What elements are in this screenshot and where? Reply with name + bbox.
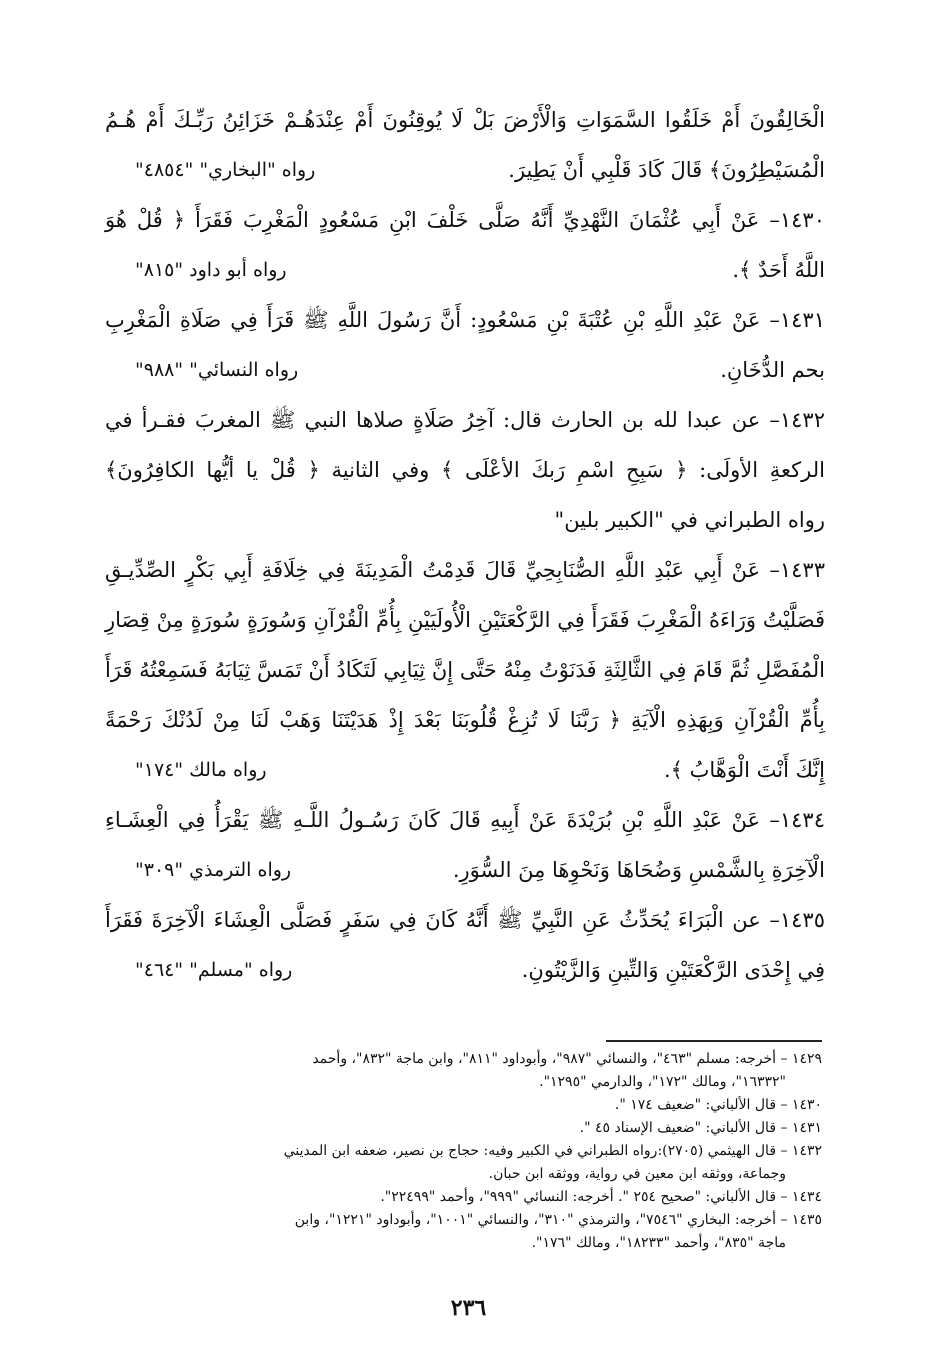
footnote-line: ١٤٣٠ – قال الألباني: "ضعيف ١٧٤ ". bbox=[614, 1097, 822, 1113]
source-citation: رواه أبو داود "٨١٥" bbox=[135, 259, 287, 281]
text-line bbox=[105, 145, 825, 195]
footnote-line: وجماعة، ووثقه ابن معين في رواية، ووثقه ابن حبان. bbox=[488, 1166, 786, 1182]
text-line bbox=[105, 245, 825, 295]
source-citation: رواه الترمذي "٣٠٩" bbox=[135, 859, 292, 881]
source-citation: رواه النسائي" "٩٨٨" bbox=[135, 359, 299, 381]
text-line bbox=[105, 445, 825, 495]
footnotes-block bbox=[110, 1048, 822, 1255]
line-text: الْمُسَيْطِرُونَ﴾ قَالَ كَادَ قَلْبِي أَنْ يَطِيرَ. bbox=[508, 158, 825, 182]
line-text: فِي إِحْدَى الرَّكْعَتَيْنِ وَالتِّينِ وَالزَّيْتُونِ. bbox=[521, 958, 825, 982]
text-line bbox=[105, 795, 825, 845]
text-line bbox=[105, 195, 825, 245]
text-line bbox=[105, 595, 825, 645]
footnote-line: ١٤٢٩ – أخرجه: مسلم "٤٦٣"، والنسائي "٩٨٧"، وأبوداود "٨١١"، وابن ماجة "٨٣٢"، وأحمد bbox=[312, 1051, 822, 1067]
line-text: اللَّهُ أَحَدٌ ﴾. bbox=[732, 258, 825, 282]
text-line bbox=[105, 395, 825, 445]
text-line bbox=[105, 645, 825, 695]
line-text: فَصَلَّيْتُ وَرَاءَهُ الْمَغْرِبَ فَقَرَأَ فِي الرَّكْعَتَيْنِ الْأُولَيَيْنِ بِأُمِّ الْقُرْآنِ وَسُورَةٍ سُورَةٍ مِنْ قِصَارِ bbox=[105, 608, 825, 632]
line-text: ١٤٣٥– عن الْبَرَاءَ يُحَدِّثُ عَنِ النَّبِيِّ ﷺ أَنَّهُ كَانَ فِي سَفَرٍ فَصَلَّى الْعِشَاءَ الْآخِرَةَ فَقَرَأَ bbox=[105, 908, 825, 932]
text-line bbox=[105, 845, 825, 895]
text-line bbox=[105, 345, 825, 395]
line-text: الْآخِرَةِ بِالشَّمْسِ وَضُحَاهَا وَنَحْوِهَا مِنَ السُّوَرِ. bbox=[452, 858, 825, 882]
footnote-line: "١٦٣٣٢"، ومالك "١٧٢"، والدارمي "١٢٩٥". bbox=[539, 1074, 786, 1090]
text-line bbox=[105, 945, 825, 995]
source-citation: رواه "البخاري" "٤٨٥٤" bbox=[135, 159, 316, 181]
source-citation: رواه مالك "١٧٤" bbox=[135, 759, 267, 781]
text-line bbox=[105, 295, 825, 345]
line-text: ١٤٣٢– عن عبدا لله بن الحارث قال: آخِرُ صَلَاةٍ صلاها النبي ﷺ المغربَ فقـرأ في bbox=[105, 408, 825, 432]
line-text: ١٤٣٣– عَنْ أَبِي عَبْدِ اللَّهِ الصُّنَابِحِيِّ قَالَ قَدِمْتُ الْمَدِينَةَ فِي خِلَافَةِ أَبِي بَكْرٍ الصِّدِّيـقِ bbox=[105, 558, 825, 582]
text-line bbox=[105, 695, 825, 745]
text-line bbox=[105, 895, 825, 945]
text-line bbox=[105, 545, 825, 595]
line-text: الْخَالِقُونَ أَمْ خَلَقُوا السَّمَوَاتِ وَالْأَرْضَ بَلْ لَا يُوقِنُونَ أَمْ عِنْدَهُـمْ خَزَائِنُ رَبِّـكَ أَمْ هُـمُ bbox=[105, 108, 825, 132]
line-text: ١٤٣٠– عَنْ أَبِي عُثْمَانَ النَّهْدِيِّ أَنَّهُ صَلَّى خَلْفَ ابْنِ مَسْعُودٍ الْمَغْرِبَ فَقَرَأَ ﴿ قُلْ هُوَ bbox=[105, 208, 825, 232]
line-text: إِنَّكَ أَنْتَ الْوَهَّابُ ﴾. bbox=[663, 758, 825, 782]
text-line bbox=[105, 495, 825, 545]
footnote-line: ١٤٣٢ – قال الهيثمي (٢٧٠٥):رواه الطبراني في الكبير وفيه: حجاج بن نصير، ضعفه ابن المديني bbox=[283, 1143, 822, 1159]
footnote-line: ماجة "٨٣٥"، وأحمد "١٨٢٣٣"، ومالك "١٧٦". bbox=[531, 1235, 786, 1251]
line-text: بِأُمِّ الْقُرْآنِ وَبِهَذِهِ الْآيَةِ ﴿ رَبَّنَا لَا تُزِغْ قُلُوبَنَا بَعْدَ إِذْ هَدَيْتَنَا وَهَبْ لَنَا مِنْ لَدُنْكَ رَحْمَةً bbox=[105, 708, 825, 732]
footnote-divider bbox=[606, 1040, 822, 1042]
line-text: الركعةِ الأولَى: ﴿ سَبِحِ اسْمِ رَبكَ الأعْلَى ﴾ وفي الثانية ﴿ قُلْ يا أيُّها الكافِرُونَ﴾ bbox=[105, 458, 825, 482]
text-line bbox=[105, 745, 825, 795]
line-text: ١٤٣٤– عَنْ عَبْدِ اللَّهِ بْنِ بُرَيْدَةَ عَنْ أَبِيهِ قَالَ كَانَ رَسُـولُ اللَّـهِ ﷺ يَقْرَأُ فِي الْعِشَـاءِ bbox=[105, 808, 825, 832]
page-number: ٢٣٦ bbox=[450, 1295, 487, 1321]
footnote-line: ١٤٣٥ – أخرجه: البخاري "٧٥٤٦"، والترمذي "٣١٠"، والنسائي "١٠٠١"، وأبوداود "١٢٢١"، وابن bbox=[294, 1212, 822, 1228]
line-text: بحم الدُّخَانِ. bbox=[720, 358, 825, 382]
line-text: رواه الطبراني في "الكبير بلين" bbox=[554, 508, 825, 532]
line-text: الْمُفَصَّلِ ثُمَّ قَامَ فِي الثَّالِثَةِ فَدَنَوْتُ مِنْهُ حَتَّى إِنَّ ثِيَابِي لَتَكَادُ أَنْ تَمَسَّ ثِيَابَهُ فَسَمِعْتُهُ قَرَأَ bbox=[105, 658, 825, 682]
hadith-text-block bbox=[105, 95, 825, 995]
text-line bbox=[105, 95, 825, 145]
footnote-line: ١٤٣١ – قال الألباني: "ضعيف الإسناد ٤٥ ". bbox=[579, 1120, 822, 1136]
footnote-line: ١٤٣٤ – قال الألباني: "صحيح ٢٥٤ ". أخرجه: النسائي "٩٩٩"، وأحمد "٢٢٤٩٩". bbox=[380, 1189, 822, 1205]
line-text: ١٤٣١– عَنْ عَبْدِ اللَّهِ بْنِ عُتْبَةَ بْنِ مَسْعُودٍ: أَنَّ رَسُولَ اللَّهِ ﷺ قَرَأَ فِي صَلَاةِ الْمَغْرِبِ bbox=[105, 308, 825, 332]
source-citation: رواه "مسلم" "٤٦٤" bbox=[135, 959, 293, 981]
